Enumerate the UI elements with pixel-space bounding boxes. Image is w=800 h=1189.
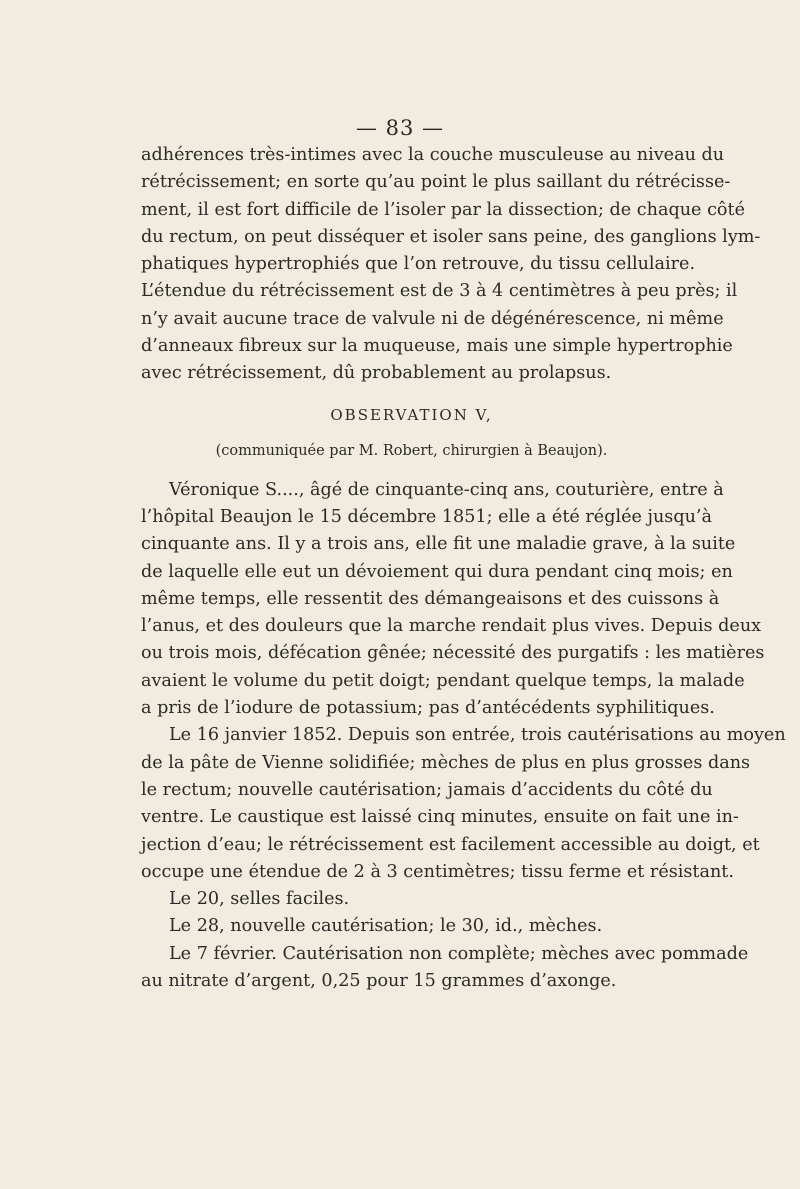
text-line: occupe une étendue de 2 à 3 centimètres; tissu ferme et résistant. [141, 861, 734, 882]
paragraph-4 [141, 886, 682, 913]
text-line: Le 7 février. Cautérisation non complète; mèches avec pommade [169, 943, 749, 964]
text-line: avec rétrécissement, dû probablement au prolapsus. [141, 363, 612, 384]
text-line: phatiques hypertrophiés que l’on retrouve, du tissu cellulaire. [141, 254, 696, 275]
paragraph-1 [141, 142, 761, 388]
text-line: ou trois mois, défécation gênée; nécessité des purgatifs : les matières [141, 643, 765, 664]
text-line: l’anus, et des douleurs que la marche rendait plus vives. Depuis deux [141, 616, 762, 637]
text-line: l’hôpital Beaujon le 15 décembre 1851; elle a été réglée jusqu’à [141, 506, 713, 527]
observation-source: (communiquée par M. Robert, chirurgien à Beaujon). [215, 442, 608, 459]
text-line: adhérences très-intimes avec la couche musculeuse au niveau du [141, 145, 725, 165]
body-text [141, 142, 786, 995]
text-line: Véronique S...., âgé de cinquante-cinq ans, couturière, entre à [169, 479, 724, 500]
page-number: — 83 — [355, 116, 445, 140]
paragraph-2 [141, 477, 765, 723]
text-line: d’anneaux fibreux sur la muqueuse, mais une simple hypertrophie [141, 336, 733, 357]
paragraph-5 [141, 913, 682, 940]
paragraph-3 [141, 722, 786, 886]
text-line: rétrécissement; en sorte qu’au point le plus saillant du rétrécisse- [141, 172, 731, 193]
text-line: avaient le volume du petit doigt; pendant quelque temps, la malade [141, 670, 745, 691]
observation-heading: OBSERVATION V, [330, 405, 493, 424]
text-line: le rectum; nouvelle cautérisation; jamais d’accidents du côté du [141, 779, 713, 800]
text-line: L’étendue du rétrécissement est de 3 à 4 centimètres à peu près; il [141, 281, 738, 302]
text-line: Le 28, nouvelle cautérisation; le 30, id., mèches. [169, 916, 603, 937]
text-line: cinquante ans. Il y a trois ans, elle fit une maladie grave, à la suite [141, 534, 736, 555]
text-line: de la pâte de Vienne solidifiée; mèches de plus en plus grosses dans [141, 752, 751, 773]
paragraph-6 [141, 941, 749, 996]
text-line: même temps, elle ressentit des démangeaisons et des cuissons à [141, 588, 720, 609]
text-line: ment, il est fort difficile de l’isoler par la dissection; de chaque côté [141, 199, 745, 220]
text-line: Le 16 janvier 1852. Depuis son entrée, trois cautérisations au moyen [169, 725, 786, 746]
text-line: au nitrate d’argent, 0,25 pour 15 grammes d’axonge. [141, 971, 617, 992]
text-line: a pris de l’iodure de potassium; pas d’antécédents syphilitiques. [141, 698, 715, 719]
text-line: n’y avait aucune trace de valvule ni de dégénérescence, ni même [141, 308, 724, 329]
text-line: Le 20, selles faciles. [169, 889, 350, 910]
text-line: du rectum, on peut disséquer et isoler sans peine, des ganglions lym- [141, 226, 761, 247]
text-line: jection d’eau; le rétrécissement est facilement accessible au doigt, et [141, 834, 760, 855]
text-line: ventre. Le caustique est laissé cinq minutes, ensuite on fait une in- [141, 807, 739, 828]
text-line: de laquelle elle eut un dévoiement qui dura pendant cinq mois; en [141, 561, 733, 582]
